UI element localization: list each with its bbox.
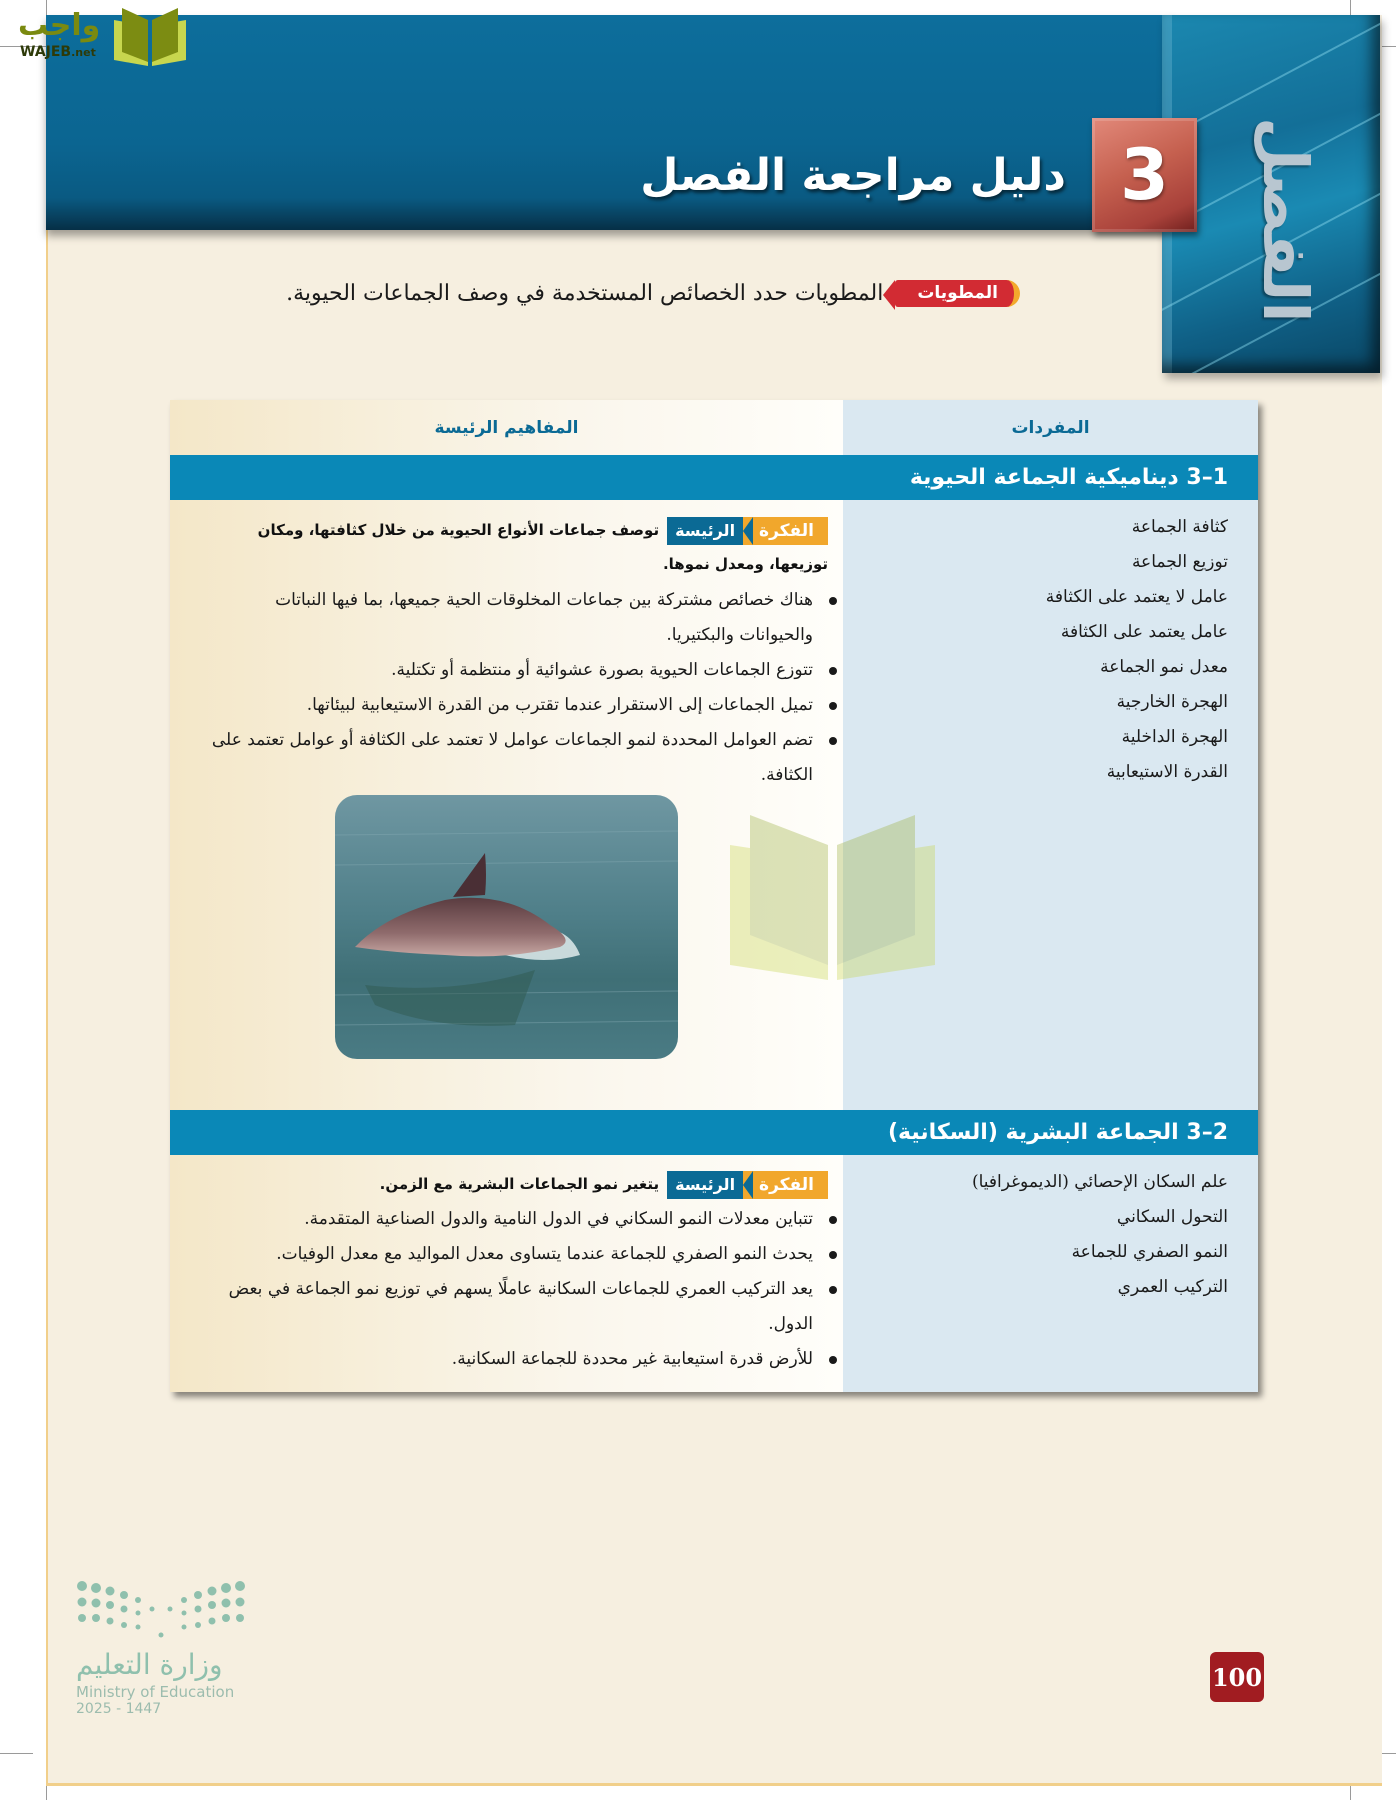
page-number: 100	[1210, 1652, 1264, 1702]
vocab-term[interactable]: التحول السكاني	[1116, 1207, 1228, 1227]
big-idea-text: يتغير نمو الجماعات البشرية مع الزمن.	[379, 1175, 660, 1193]
review-table	[170, 400, 1258, 1392]
crop-mark	[0, 1753, 33, 1754]
vocab-term[interactable]: معدل نمو الجماعة	[1100, 657, 1228, 677]
wajeb-logo-arabic: واجب	[18, 8, 101, 43]
open-book-icon	[108, 6, 192, 68]
watermark-book-icon	[720, 815, 945, 980]
chapter-number: 3	[1120, 134, 1169, 216]
concepts-header: المفاهيم الرئيسة	[434, 417, 579, 438]
ministry-dots-icon	[76, 1580, 246, 1640]
wajeb-logo-english: WAJEB.net	[20, 44, 96, 60]
vocab-term[interactable]: النمو الصفري للجماعة	[1071, 1242, 1228, 1262]
ministry-name-arabic: وزارة التعليم	[76, 1648, 223, 1681]
list-item: للأرض قدرة استيعابية غير محددة للجماعة السكانية.	[203, 1342, 843, 1377]
vocab-list-3-1	[868, 510, 1228, 790]
foldables-badge: المطويات	[895, 280, 1020, 307]
list-item: تميل الجماعات إلى الاستقرار عندما تقترب من القدرة الاستيعابية لبيئاتها.	[203, 688, 843, 723]
edition-year: 2025 - 1447	[76, 1701, 162, 1717]
big-idea-tag: الفكرة	[753, 1171, 828, 1199]
vocab-term[interactable]: عامل لا يعتمد على الكثافة	[1045, 587, 1228, 607]
page-title: دليل مراجعة الفصل	[640, 150, 1066, 201]
vocab-list-3-2	[868, 1165, 1228, 1305]
chevron-icon	[743, 1171, 753, 1199]
vocab-term[interactable]: الهجرة الخارجية	[1116, 692, 1228, 712]
ministry-logo	[76, 1580, 276, 1717]
vocab-term[interactable]: التركيب العمري	[1117, 1277, 1228, 1297]
list-item: تتوزع الجماعات الحيوية بصورة عشوائية أو منتظمة أو تكتلية.	[203, 653, 843, 688]
ministry-name-english: Ministry of Education	[76, 1683, 235, 1701]
vocab-header: المفردات	[1011, 417, 1090, 438]
list-item: تضم العوامل المحددة لنمو الجماعات عوامل لا تعتمد على الكثافة أو عوامل تعتمد على الكثافة.	[203, 723, 843, 793]
big-idea-3-2	[198, 1167, 828, 1201]
dolphin-photo	[335, 795, 678, 1059]
big-idea-text: توصف جماعات الأنواع الحيوية من خلال كثافتها، ومكان توزيعها، ومعدل نموها.	[257, 521, 828, 573]
list-item: يعد التركيب العمري للجماعات السكانية عاملًا يسهم في توزيع نمو الجماعة في بعض الدول.	[203, 1272, 843, 1342]
vocab-term[interactable]: علم السكان الإحصائي (الديموغرافيا)	[971, 1172, 1228, 1192]
chevron-icon	[743, 517, 753, 545]
section-title-3-2: 2–3 الجماعة البشرية (السكانية)	[170, 1110, 1258, 1155]
vocab-term[interactable]: الهجرة الداخلية	[1121, 727, 1228, 747]
vocab-term[interactable]: عامل يعتمد على الكثافة	[1060, 622, 1228, 642]
key-concepts-list-3-1	[203, 583, 843, 793]
dolphin-illustration	[335, 795, 678, 1059]
key-concepts-list-3-2	[203, 1202, 843, 1377]
vocab-term[interactable]: توزيع الجماعة	[1131, 552, 1228, 572]
foldables-note	[286, 280, 1020, 307]
list-item: هناك خصائص مشتركة بين جماعات المخلوقات الحية جميعها، بما فيها النباتات والحيوانات والبكتيريا.	[203, 583, 843, 653]
main-idea-tag: الرئيسة	[667, 1171, 743, 1199]
chapter-number-box	[1092, 118, 1197, 232]
wajeb-logo	[8, 4, 188, 68]
list-item: تتباين معدلات النمو السكاني في الدول النامية والدول الصناعية المتقدمة.	[203, 1202, 843, 1237]
foldables-text: المطويات حدد الخصائص المستخدمة في وصف الجماعات الحيوية.	[286, 281, 884, 306]
vocab-term[interactable]: كثافة الجماعة	[1131, 517, 1228, 537]
list-item: يحدث النمو الصفري للجماعة عندما يتساوى معدل المواليد مع معدل الوفيات.	[203, 1237, 843, 1272]
main-idea-tag: الرئيسة	[667, 517, 743, 545]
chapter-side-label: الفصل	[1249, 117, 1322, 323]
big-idea-tag: الفكرة	[753, 517, 828, 545]
section-title-3-1: 1–3 ديناميكية الجماعة الحيوية	[170, 455, 1258, 500]
vocab-term[interactable]: القدرة الاستيعابية	[1106, 762, 1228, 782]
big-idea-3-1	[198, 513, 828, 581]
